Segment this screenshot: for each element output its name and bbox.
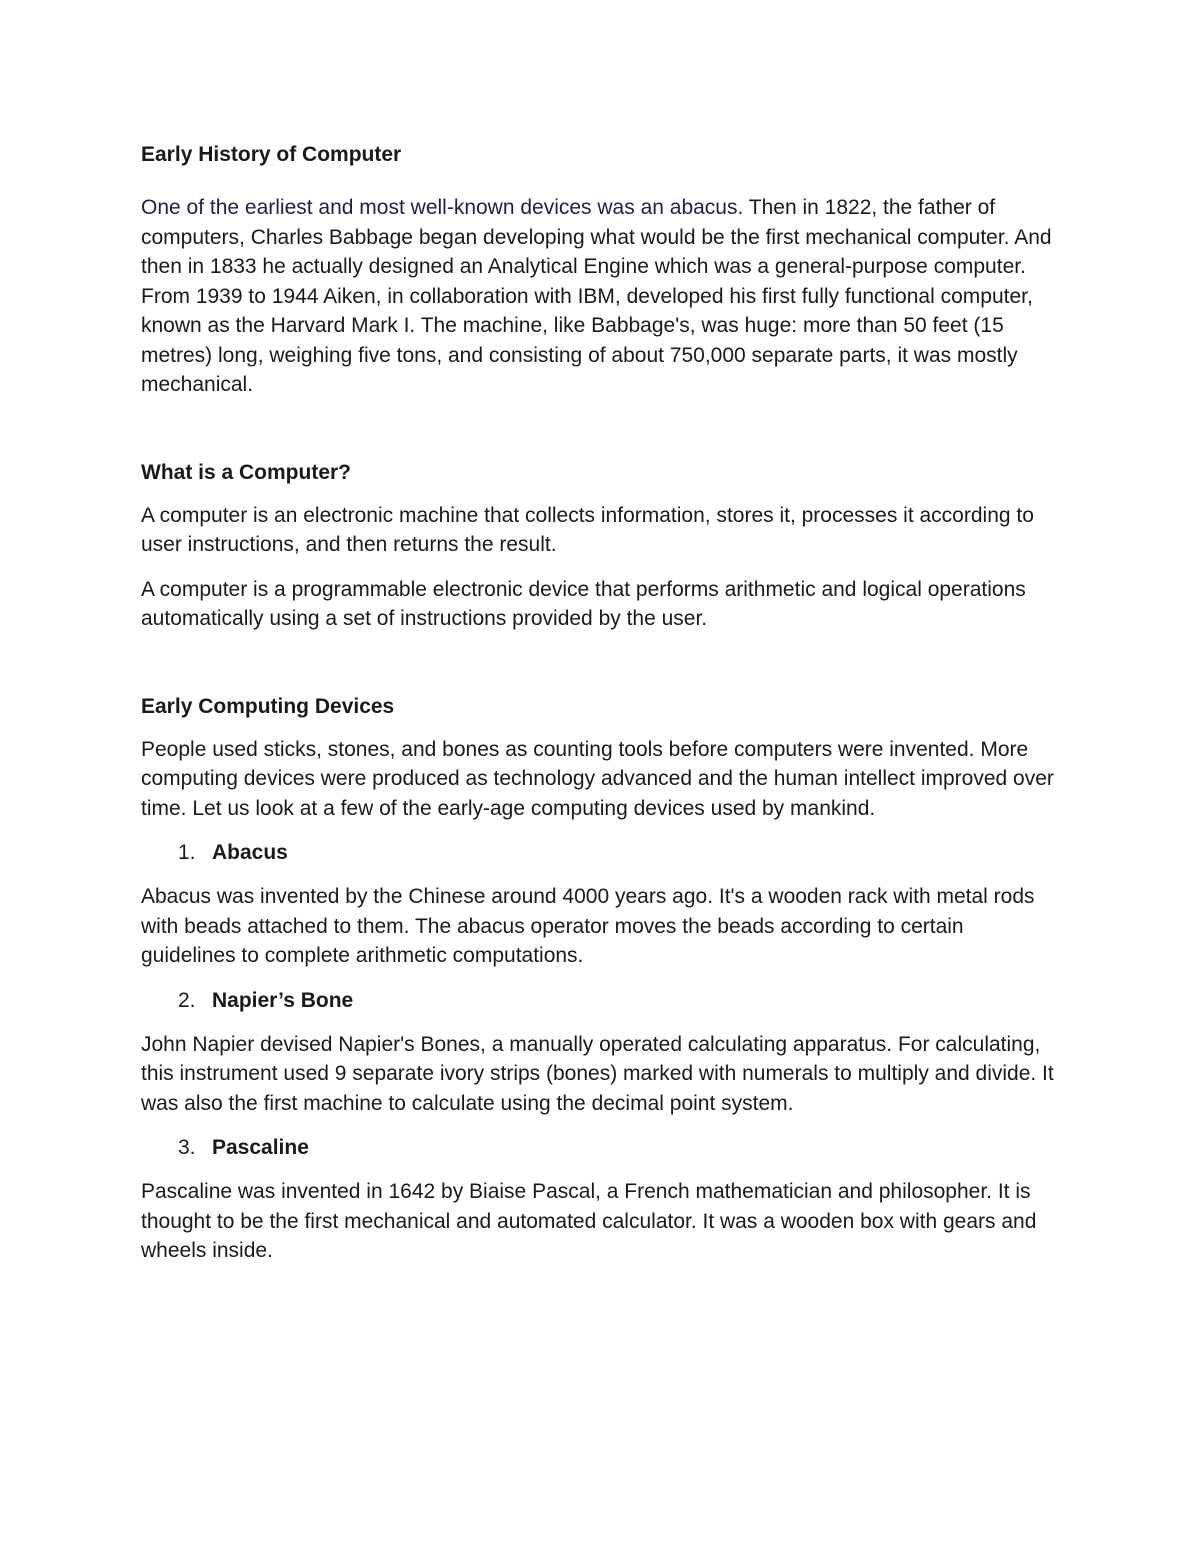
list-label: Napier’s Bone xyxy=(212,988,354,1012)
list-number: 2. xyxy=(178,988,196,1012)
abacus-paragraph: Abacus was invented by the Chinese around 4000 years ago. It's a wooden rack with metal rods with beads attached to them. The abacus operator moves the beads according to certain guidelines to complete arithmetic computations. xyxy=(141,885,1035,967)
definition-paragraph-1: A computer is an electronic machine that collects information, stores it, processes it according to user instructions, and then returns the result. xyxy=(141,503,1034,556)
pascaline-paragraph: Pascaline was invented in 1642 by Biaise Pascal, a French mathematician and philosopher. It is thought to be the first mechanical and automated calculator. It was a wooden box with gears and wheels inside. xyxy=(141,1180,1037,1262)
list-item-pascaline xyxy=(141,1133,1061,1162)
list-item-napiers-bone xyxy=(141,986,1061,1015)
list-number: 3. xyxy=(178,1136,196,1159)
list-label: Abacus xyxy=(212,841,288,864)
section-spacer xyxy=(141,400,1061,458)
history-paragraph-start: One of the earliest and most well-known devices was an abacus. xyxy=(141,196,744,219)
definition-paragraph-2: A computer is a programmable electronic device that performs arithmetic and logical operations automatically using a set of instructions provided by the user. xyxy=(141,577,1026,630)
heading-early-devices: Early Computing Devices xyxy=(141,694,395,718)
heading-what-is-computer: What is a Computer? xyxy=(141,460,352,484)
heading-early-history: Early History of Computer xyxy=(141,143,402,166)
section-spacer xyxy=(141,634,1061,692)
napiers-bone-paragraph: John Napier devised Napier's Bones, a manually operated calculating apparatus. For calculating, this instrument used 9 separate ivory strips (bones) marked with numerals to multiply and divide. It was also the first machine to calculate using the decimal point system. xyxy=(141,1032,1054,1115)
document-page xyxy=(141,140,1061,1266)
history-paragraph xyxy=(141,193,1061,400)
list-item-abacus xyxy=(141,838,1061,867)
list-number: 1. xyxy=(178,841,196,864)
history-paragraph-rest: Then in 1822, the father of computers, Charles Babbage began developing what would be the first mechanical computer. And then in 1833 he actually designed an Analytical Engine which was a general-purpose computer. From 1939 to 1944 Aiken, in collaboration with IBM, developed his first fully functional computer, known as the Harvard Mark I. The machine, like Babbage's, was huge: more than 50 feet (15 metres) long, weighing five tons, and consisting of about 750,000 separate parts, it was mostly mechanical. xyxy=(141,196,1052,396)
devices-intro-paragraph: People used sticks, stones, and bones as counting tools before computers were invented. More computing devices were produced as technology advanced and the human intellect improved over time. Let us look at a few of the early-age computing devices used by mankind. xyxy=(141,737,1054,820)
list-label: Pascaline xyxy=(212,1136,309,1159)
